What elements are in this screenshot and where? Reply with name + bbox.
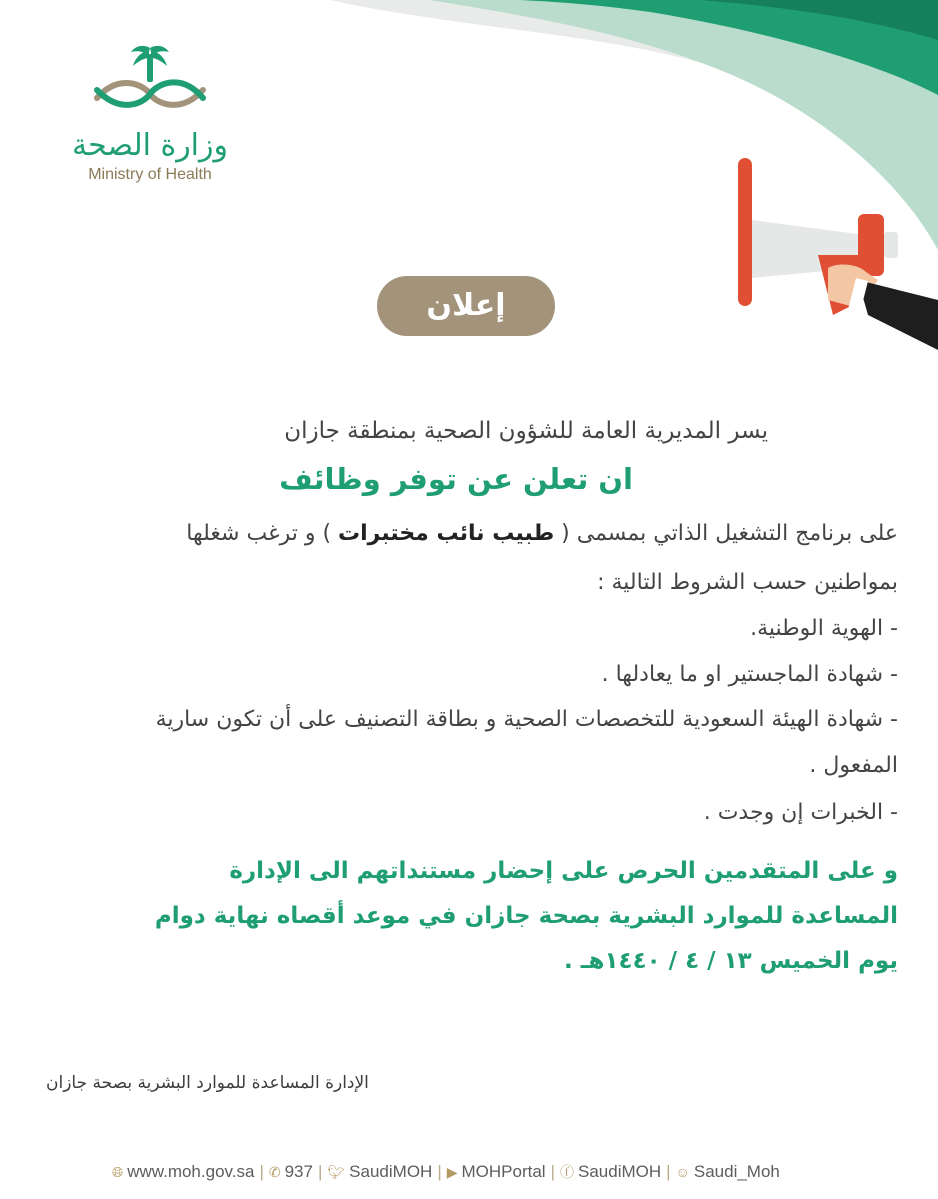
job-line-start: على برنامج التشغيل الذاتي بمسمى (: [561, 521, 898, 546]
footer-twitter[interactable]: [327, 1162, 432, 1182]
announcement-intro: يسر المديرية العامة للشؤون الصحية بمنطقة جازان: [284, 418, 768, 444]
footer-youtube[interactable]: [447, 1162, 546, 1182]
conditions-intro: بمواطنين حسب الشروط التالية :: [597, 570, 898, 595]
condition-item: - الهوية الوطنية.: [750, 616, 898, 641]
condition-item-continued: المفعول .: [809, 753, 898, 778]
condition-item: - الخبرات إن وجدت .: [703, 800, 898, 825]
twitter-text: SaudiMOH: [349, 1162, 433, 1181]
ministry-name-english: Ministry of Health: [88, 166, 212, 183]
footer-facebook[interactable]: [560, 1162, 661, 1182]
footer-website[interactable]: [112, 1162, 254, 1182]
footer-snapchat[interactable]: [676, 1162, 780, 1182]
condition-item: - شهادة الهيئة السعودية للتخصصات الصحية و بطاقة التصنيف على أن تكون سارية: [155, 707, 898, 732]
footer-contacts: 🌐︎ www.moh.gov.sa | ✆ 937 | 🐦︎ SaudiMOH | ▶ MOHPortal | ⓕ SaudiMOH | ☺ Saudi_Moh: [112, 1162, 780, 1181]
job-title-line: [186, 521, 898, 546]
job-title: طبيب نائب مختبرات: [338, 521, 555, 546]
announcement-headline: ان تعلن عن توفر وظائف: [279, 462, 633, 496]
globe-icon: 🌐︎: [112, 1163, 124, 1180]
megaphone-icon: [708, 150, 938, 350]
website-text: www.moh.gov.sa: [127, 1162, 255, 1181]
ministry-logo: [60, 42, 240, 184]
facebook-icon: ⓕ: [560, 1164, 575, 1180]
closing-line: و على المتقدمين الحرص على إحضار مستنداتهم الى الإدارة: [229, 858, 898, 884]
palm-swords-emblem-icon: [85, 42, 215, 122]
phone-text: 937: [284, 1162, 313, 1181]
snapchat-icon: ☺: [675, 1164, 690, 1180]
youtube-icon: ▶: [446, 1163, 458, 1180]
snapchat-text: Saudi_Moh: [693, 1162, 780, 1181]
youtube-text: MOHPortal: [461, 1162, 546, 1181]
job-line-end: ) و ترغب شغلها: [186, 521, 332, 546]
ministry-name-arabic: وزارة الصحة: [72, 128, 228, 163]
footer-phone[interactable]: [269, 1162, 313, 1182]
announcement-badge: إعلان: [377, 276, 555, 336]
condition-item: - شهادة الماجستير او ما يعادلها .: [601, 662, 898, 687]
twitter-icon: 🐦︎: [327, 1163, 346, 1180]
facebook-text: SaudiMOH: [578, 1162, 662, 1181]
signature: الإدارة المساعدة للموارد البشرية بصحة جازان: [46, 1073, 369, 1093]
closing-line: يوم الخميس ١٣ / ٤ / ١٤٤٠هـ .: [563, 948, 898, 974]
phone-icon: ✆: [268, 1163, 281, 1180]
closing-line: المساعدة للموارد البشرية بصحة جازان في موعد أقصاه نهاية دوام: [154, 903, 898, 929]
